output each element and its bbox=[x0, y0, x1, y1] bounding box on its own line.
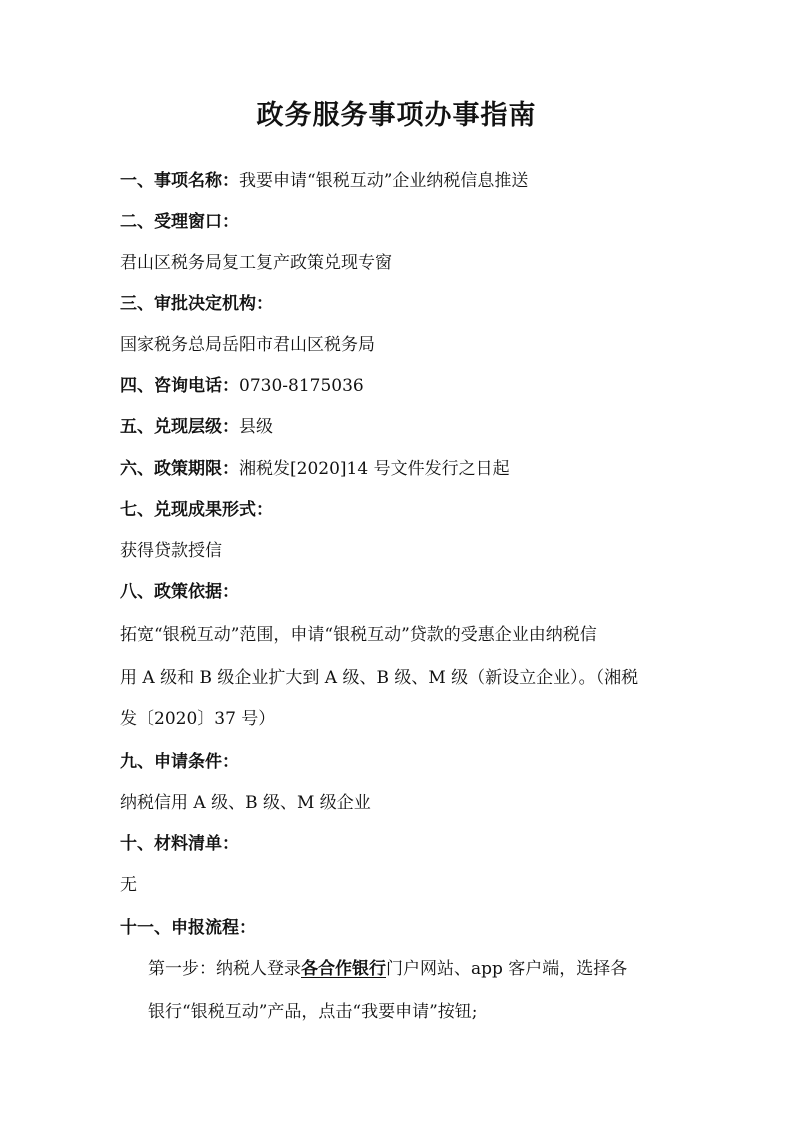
section-body: 拓宽“银税互动”范围，申请“银税互动”贷款的受惠企业由纳税信 bbox=[120, 625, 597, 645]
section-conditions-heading bbox=[120, 749, 239, 775]
section-body: 国家税务总局岳阳市君山区税务局 bbox=[120, 335, 375, 355]
section-value: 湘税发[2020]14 号文件发行之日起 bbox=[239, 459, 510, 479]
section-materials-heading bbox=[120, 831, 239, 857]
step-text: 第一步：纳税人登录 bbox=[148, 959, 301, 979]
section-heading: 三、审批决定机构： bbox=[120, 294, 273, 314]
section-conditions-body bbox=[120, 790, 371, 816]
section-heading: 二、受理窗口： bbox=[120, 212, 239, 232]
section-heading: 九、申请条件： bbox=[120, 752, 239, 772]
section-policy-period bbox=[120, 456, 510, 482]
document-title: 政务服务事项办事指南 bbox=[256, 100, 537, 131]
section-policy-basis-line-3 bbox=[120, 706, 275, 732]
section-level bbox=[120, 414, 273, 440]
section-materials-body bbox=[120, 872, 137, 898]
step-text: 银行“银税互动”产品，点击“我要申请”按钮; bbox=[148, 1002, 478, 1022]
phone-number: 0730-8175036 bbox=[239, 376, 364, 396]
section-process-heading bbox=[120, 915, 256, 941]
section-policy-basis-heading bbox=[120, 579, 239, 605]
process-step-1-line-2 bbox=[148, 999, 478, 1025]
section-policy-basis-line-2 bbox=[120, 665, 638, 691]
section-heading: 一、事项名称： bbox=[120, 171, 239, 191]
section-body: 发〔2020〕37 号） bbox=[120, 709, 276, 729]
section-heading: 七、兑现成果形式： bbox=[120, 500, 273, 520]
section-heading: 十、材料清单： bbox=[120, 834, 239, 854]
section-body: 用 A 级和 B 级企业扩大到 A 级、B 级、M 级（新设立企业）。（湘税 bbox=[120, 668, 639, 688]
section-phone bbox=[120, 373, 364, 399]
section-result-form-heading bbox=[120, 497, 273, 523]
section-value: 我要申请“银税互动”企业纳税信息推送 bbox=[239, 171, 529, 191]
section-accept-window-heading bbox=[120, 209, 239, 235]
section-approval-authority-body bbox=[120, 332, 375, 358]
section-item-name bbox=[120, 168, 528, 194]
section-accept-window-body bbox=[120, 250, 392, 276]
step-text: 门户网站、app 客户端，选择各 bbox=[386, 959, 628, 979]
section-heading: 四、咨询电话： bbox=[120, 376, 239, 396]
section-heading: 十一、申报流程： bbox=[120, 918, 256, 938]
section-body: 获得贷款授信 bbox=[120, 541, 222, 561]
section-body: 纳税信用 A 级、B 级、M 级企业 bbox=[120, 793, 371, 813]
section-heading: 八、政策依据： bbox=[120, 582, 239, 602]
section-heading: 六、政策期限： bbox=[120, 459, 239, 479]
section-policy-basis-line-1 bbox=[120, 622, 597, 648]
process-step-1-line-1 bbox=[148, 956, 627, 982]
section-result-form-body bbox=[120, 538, 222, 564]
emphasized-banks: 各合作银行 bbox=[301, 959, 386, 979]
section-body: 君山区税务局复工复产政策兑现专窗 bbox=[120, 253, 392, 273]
section-heading: 五、兑现层级： bbox=[120, 417, 239, 437]
section-value: 县级 bbox=[239, 417, 273, 437]
section-body: 无 bbox=[120, 875, 137, 895]
section-approval-authority-heading bbox=[120, 291, 273, 317]
